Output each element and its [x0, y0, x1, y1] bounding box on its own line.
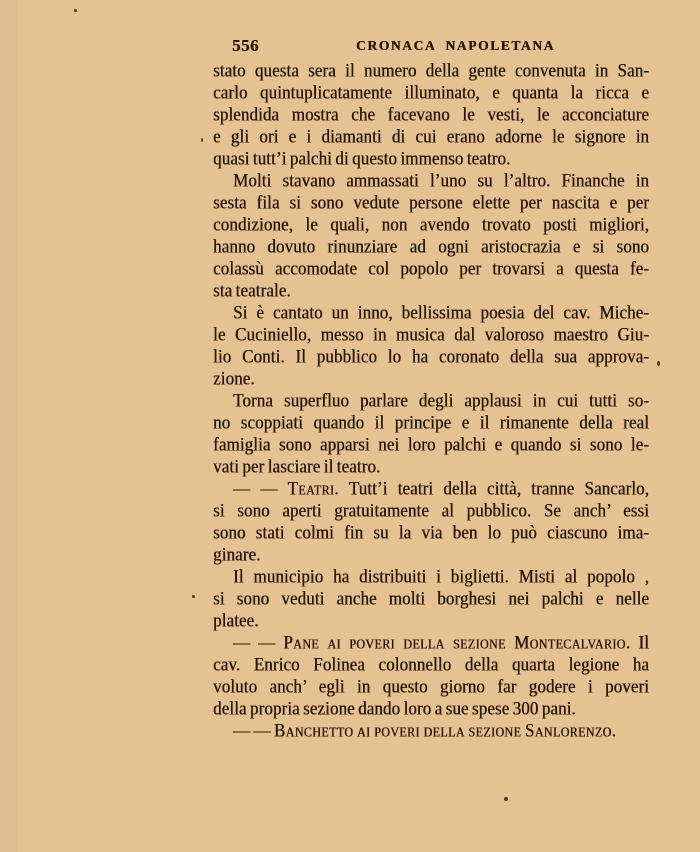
text-segment: le Cuciniello, messo in musica dal valoroso maestro Giu-	[213, 324, 649, 345]
text-line	[213, 59, 649, 83]
text-line	[213, 477, 649, 501]
page-header	[213, 36, 649, 56]
page-text	[213, 60, 649, 742]
text-line	[213, 147, 649, 171]
text-segment: e gli ori e i diamanti di cui erano adorne le signore in	[213, 126, 649, 147]
text-segment: si sono veduti anche molti borghesi nei palchi e nelle	[213, 588, 649, 609]
small-caps-heading: Pane ai poveri della sezione Montecalvario.	[283, 632, 631, 653]
ink-speck	[192, 595, 195, 598]
text-line	[213, 279, 649, 303]
text-segment: — —	[233, 720, 274, 741]
text-line	[213, 433, 649, 457]
text-line	[213, 345, 649, 369]
text-segment: si sono aperti gratuitamente al pubblico. Se anch’ essi	[213, 500, 649, 521]
text-segment: zione.	[213, 368, 255, 389]
text-segment: no scoppiati quando il principe e il rimanente della real	[213, 412, 649, 433]
text-line	[213, 367, 649, 391]
text-segment: Si è cantato un inno, bellissima poesia del cav. Miche-	[233, 302, 649, 323]
text-segment: sta teatrale.	[213, 280, 291, 301]
text-line	[213, 125, 649, 149]
ink-speck	[74, 9, 77, 12]
text-segment: cav. Enrico Folinea colonnello della quarta legione ha	[213, 654, 649, 675]
text-line	[213, 191, 649, 215]
text-segment: famiglia sono apparsi nei loro palchi e quando si sono le-	[213, 434, 649, 455]
text-line	[213, 521, 649, 545]
text-line	[213, 697, 649, 721]
ink-speck	[657, 361, 660, 366]
ink-speck	[201, 138, 203, 142]
text-segment: Il	[630, 632, 650, 653]
text-segment: lio Conti. Il pubblico lo ha coronato della sua approva-	[213, 346, 649, 367]
page-left-edge-shadow	[0, 0, 17, 852]
text-segment: colassù accomodate col popolo per trovarsi a questa fe-	[213, 258, 649, 279]
page-number: 556	[232, 36, 259, 55]
ink-speck	[504, 797, 508, 801]
text-line	[213, 323, 649, 347]
text-line	[213, 257, 649, 281]
text-line	[213, 169, 649, 193]
text-line	[213, 499, 649, 523]
text-segment: ginare.	[213, 544, 261, 565]
text-line	[213, 653, 649, 677]
text-segment: hanno dovuto rinunziare ad ogni aristocrazia e si sono	[213, 236, 649, 257]
text-segment: quasi tutt’i palchi di questo immenso teatro.	[213, 148, 511, 169]
text-line	[213, 103, 649, 127]
text-segment: Molti stavano ammassati l’uno su l’altro. Finanche in	[233, 170, 649, 191]
small-caps-heading: Teatri.	[287, 478, 339, 499]
text-line	[213, 389, 649, 413]
text-segment: Il municipio ha distribuiti i biglietti. Misti al popolo ,	[233, 566, 649, 587]
text-segment: della propria sezione dando loro a sue spese 300 pani.	[213, 698, 576, 719]
text-line	[213, 81, 649, 105]
small-caps-heading: Banchetto ai poveri della sezione Sanlorenzo.	[273, 720, 617, 741]
text-segment: condizione, le quali, non avendo trovato posti migliori,	[213, 214, 649, 235]
text-segment: stato questa sera il numero della gente convenuta in San-	[213, 60, 649, 81]
text-segment: — —	[233, 632, 284, 653]
text-segment: — —	[233, 478, 288, 499]
text-line	[213, 213, 649, 237]
text-segment: splendida mostra che facevano le vesti, le acconciature	[213, 104, 649, 125]
text-line	[213, 631, 649, 655]
text-line	[213, 675, 649, 699]
text-segment: carlo quintuplicatamente illuminato, e quanta la ricca e	[213, 82, 649, 103]
text-segment: Tutt’i teatri della città, tranne Sancarlo,	[338, 478, 649, 499]
running-title: CRONACA NAPOLETANA	[356, 38, 555, 53]
text-segment: sesta fila si sono vedute persone elette per nascita e per	[213, 192, 649, 213]
text-line	[213, 455, 649, 479]
text-line	[213, 565, 649, 589]
text-line	[213, 587, 649, 611]
text-line	[213, 301, 649, 325]
text-line	[213, 719, 649, 743]
text-segment: sono stati colmi fin su la via ben lo può ciascuno ima-	[213, 522, 649, 543]
text-line	[213, 411, 649, 435]
text-segment: platee.	[213, 610, 259, 631]
text-segment: Torna superfluo parlare degli applausi in cui tutti so-	[233, 390, 649, 411]
text-line	[213, 609, 649, 633]
text-line	[213, 543, 649, 567]
text-segment: voluto anch’ egli in questo giorno far godere i poveri	[213, 676, 649, 697]
text-line	[213, 235, 649, 259]
text-segment: vati per lasciare il teatro.	[213, 456, 381, 477]
